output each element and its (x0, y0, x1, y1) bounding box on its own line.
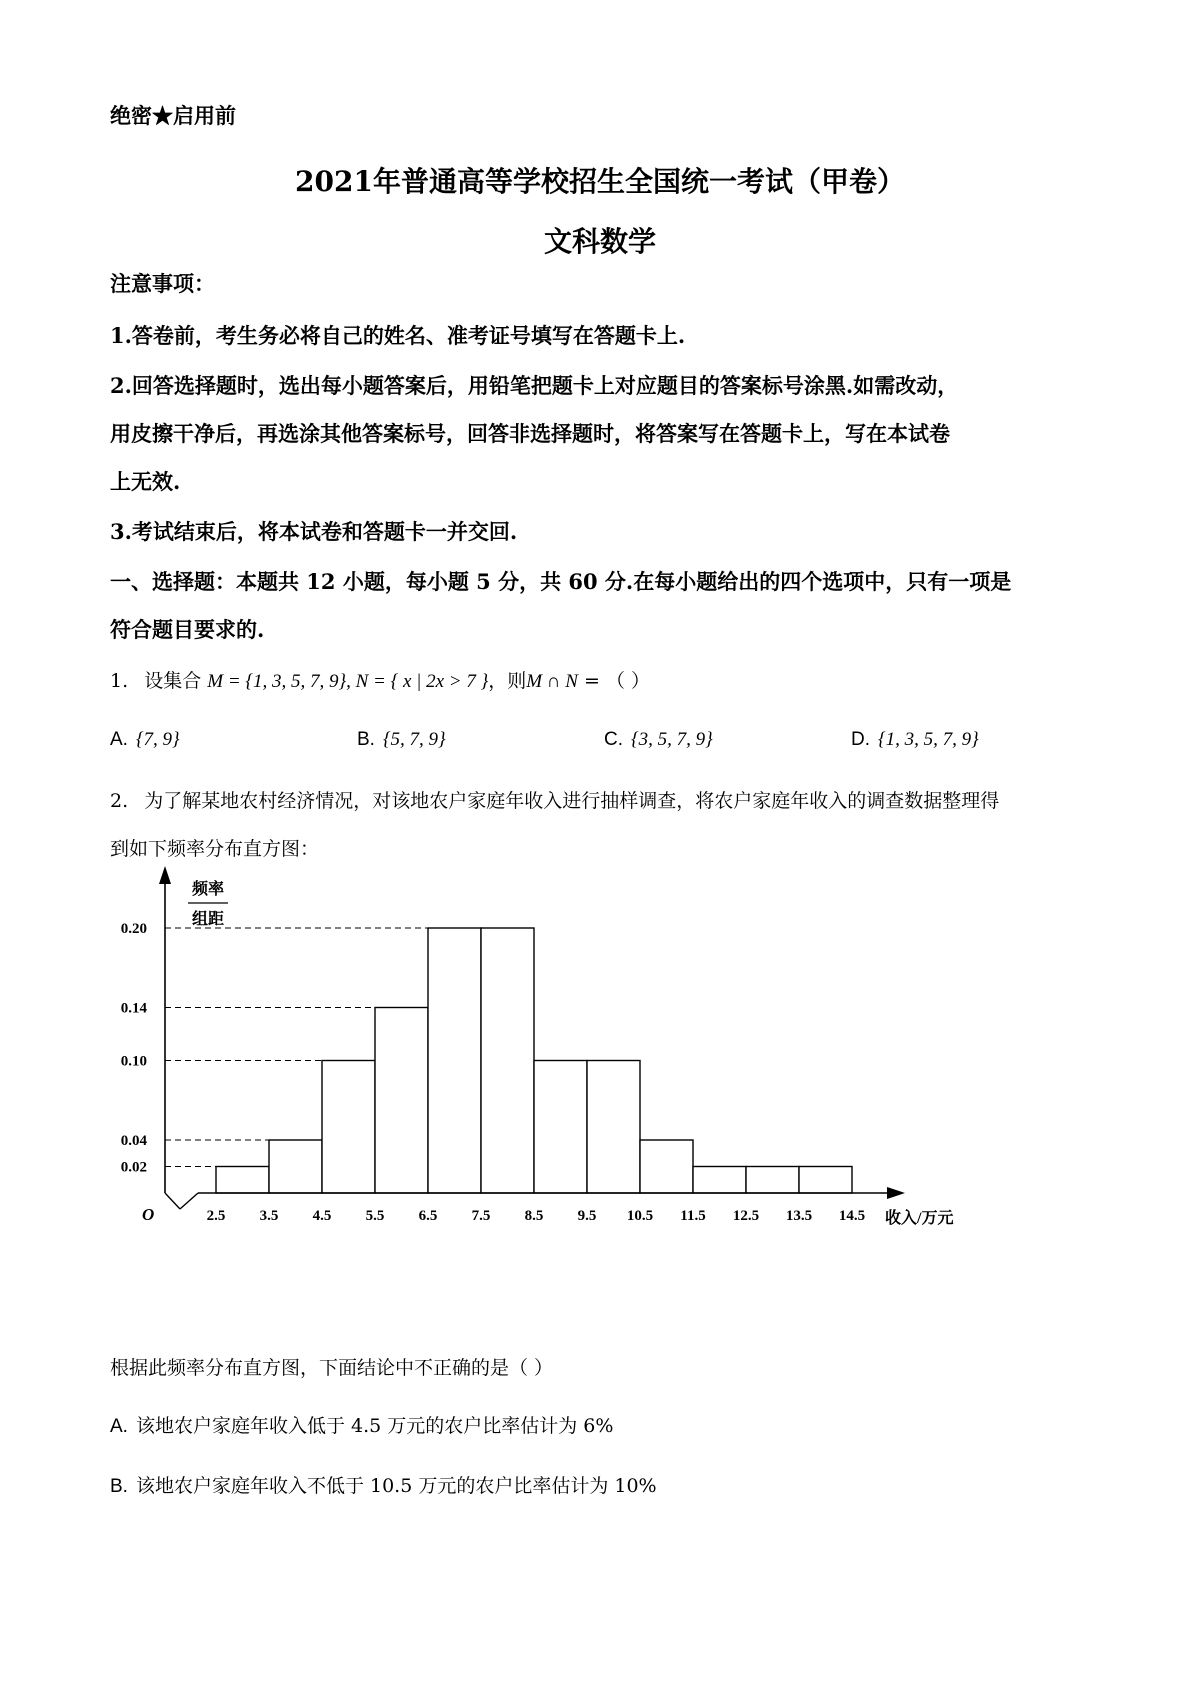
y-axis-label-numerator: 频率 (191, 881, 225, 898)
x-tick-label: 3.5 (259, 1208, 279, 1224)
section-1-line-1: 一、选择题：本题共 12 小题，每小题 5 分，共 60 分.在每小题给出的四个选项中，只有一项是 (110, 569, 1012, 594)
x-tick-label: 14.5 (838, 1208, 866, 1224)
histogram-bar (428, 928, 481, 1193)
x-tick-label: 2.5 (206, 1208, 226, 1224)
x-tick-label: 10.5 (626, 1208, 654, 1224)
y-tick-label: 0.10 (120, 1053, 147, 1070)
notice-item-3: 3.考试结束后，将本试卷和答题卡一并交回. (110, 519, 518, 544)
axis-break-right (180, 1193, 198, 1209)
histogram-bar (269, 1140, 322, 1193)
question-2-option-b[interactable]: B. 该地农户家庭年收入不低于 10.5 万元的农户比率估计为 10% (110, 1475, 657, 1497)
y-axis-arrow (159, 866, 171, 884)
question-1-option-b[interactable]: B. {5, 7, 9} (357, 729, 446, 750)
x-tick-label: 12.5 (732, 1208, 760, 1224)
histogram-bar (587, 1061, 640, 1194)
question-2-line-2: 到如下频率分布直方图： (110, 838, 320, 860)
x-tick-label: 5.5 (365, 1208, 385, 1224)
notice-item-1: 1.答卷前，考生务必将自己的姓名、准考证号填写在答题卡上. (110, 323, 686, 348)
x-tick-label: 13.5 (785, 1208, 813, 1224)
histogram-bar (640, 1140, 693, 1193)
subject-title: 文科数学 (543, 225, 656, 258)
x-tick-label: 11.5 (680, 1208, 706, 1224)
histogram-bar (216, 1167, 269, 1194)
exam-title: 2021年普通高等学校招生全国统一考试（甲卷） (295, 165, 905, 198)
axis-break-left (165, 1193, 180, 1209)
y-tick-label: 0.04 (120, 1133, 147, 1149)
question-1-option-c[interactable]: C. {3, 5, 7, 9} (604, 729, 713, 750)
y-tick-label: 0.14 (120, 1000, 147, 1017)
question-1-prefix: 设集合 (144, 670, 202, 692)
question-1-number: 1. (110, 670, 129, 692)
question-2-prompt: 根据此频率分布直方图，下面结论中不正确的是（ ） (110, 1357, 554, 1379)
question-1-option-d[interactable]: D. {1, 3, 5, 7, 9} (851, 729, 979, 750)
question-1 (110, 666, 650, 693)
histogram-bar (746, 1167, 799, 1194)
histogram-bar (375, 1008, 428, 1194)
histogram-bar (693, 1167, 746, 1194)
x-tick-label: 4.5 (312, 1208, 332, 1224)
origin-label: O (142, 1205, 155, 1224)
histogram-bar (534, 1061, 587, 1194)
histogram-bar (799, 1167, 852, 1194)
notice-item-2-line-2: 用皮擦干净后，再选涂其他答案标号，回答非选择题时，将答案写在答题卡上，写在本试卷 (110, 421, 950, 446)
question-1-then: ，则 (488, 670, 527, 692)
histogram-bar (481, 928, 534, 1193)
question-2-option-a[interactable]: A. 该地农户家庭年收入低于 4.5 万元的农户比率估计为 6% (110, 1415, 614, 1437)
notice-heading: 注意事项： (110, 271, 215, 296)
x-axis-label: 收入/万元 (885, 1210, 954, 1227)
y-tick-label: 0.02 (120, 1159, 147, 1176)
x-axis-arrow (887, 1187, 905, 1199)
section-1-line-2: 符合题目要求的. (110, 617, 265, 642)
notice-item-2-line-1: 2.回答选择题时，选出每小题答案后，用铅笔把题卡上对应题目的答案标号涂黑.如需改动， (110, 373, 959, 398)
question-2-line-1: 2. 为了解某地农村经济情况，对该地农户家庭年收入进行抽样调查，将农户家庭年收入的调查数据整理得 (110, 790, 1000, 812)
confidential-mark: 绝密★启用前 (110, 103, 236, 128)
y-axis-label-denominator: 组距 (191, 911, 225, 928)
frequency-histogram (0, 860, 1200, 1260)
question-2-number: 2. (110, 790, 129, 812)
histogram-bar (322, 1061, 375, 1194)
question-1-option-a[interactable]: A. {7, 9} (110, 729, 180, 750)
x-tick-label: 9.5 (577, 1208, 597, 1224)
x-tick-label: 7.5 (471, 1208, 491, 1224)
question-1-blank: = （ ） (584, 670, 651, 692)
x-tick-label: 8.5 (524, 1208, 544, 1224)
notice-item-2-line-3: 上无效. (110, 469, 181, 494)
question-1-set-m: M = {1, 3, 5, 7, 9} (207, 671, 347, 692)
y-tick-label: 0.20 (120, 921, 147, 937)
question-1-expr: M ∩ N (526, 671, 578, 692)
x-tick-label: 6.5 (418, 1208, 438, 1224)
question-1-set-n: , N = { x | 2x > 7 } (346, 671, 489, 692)
